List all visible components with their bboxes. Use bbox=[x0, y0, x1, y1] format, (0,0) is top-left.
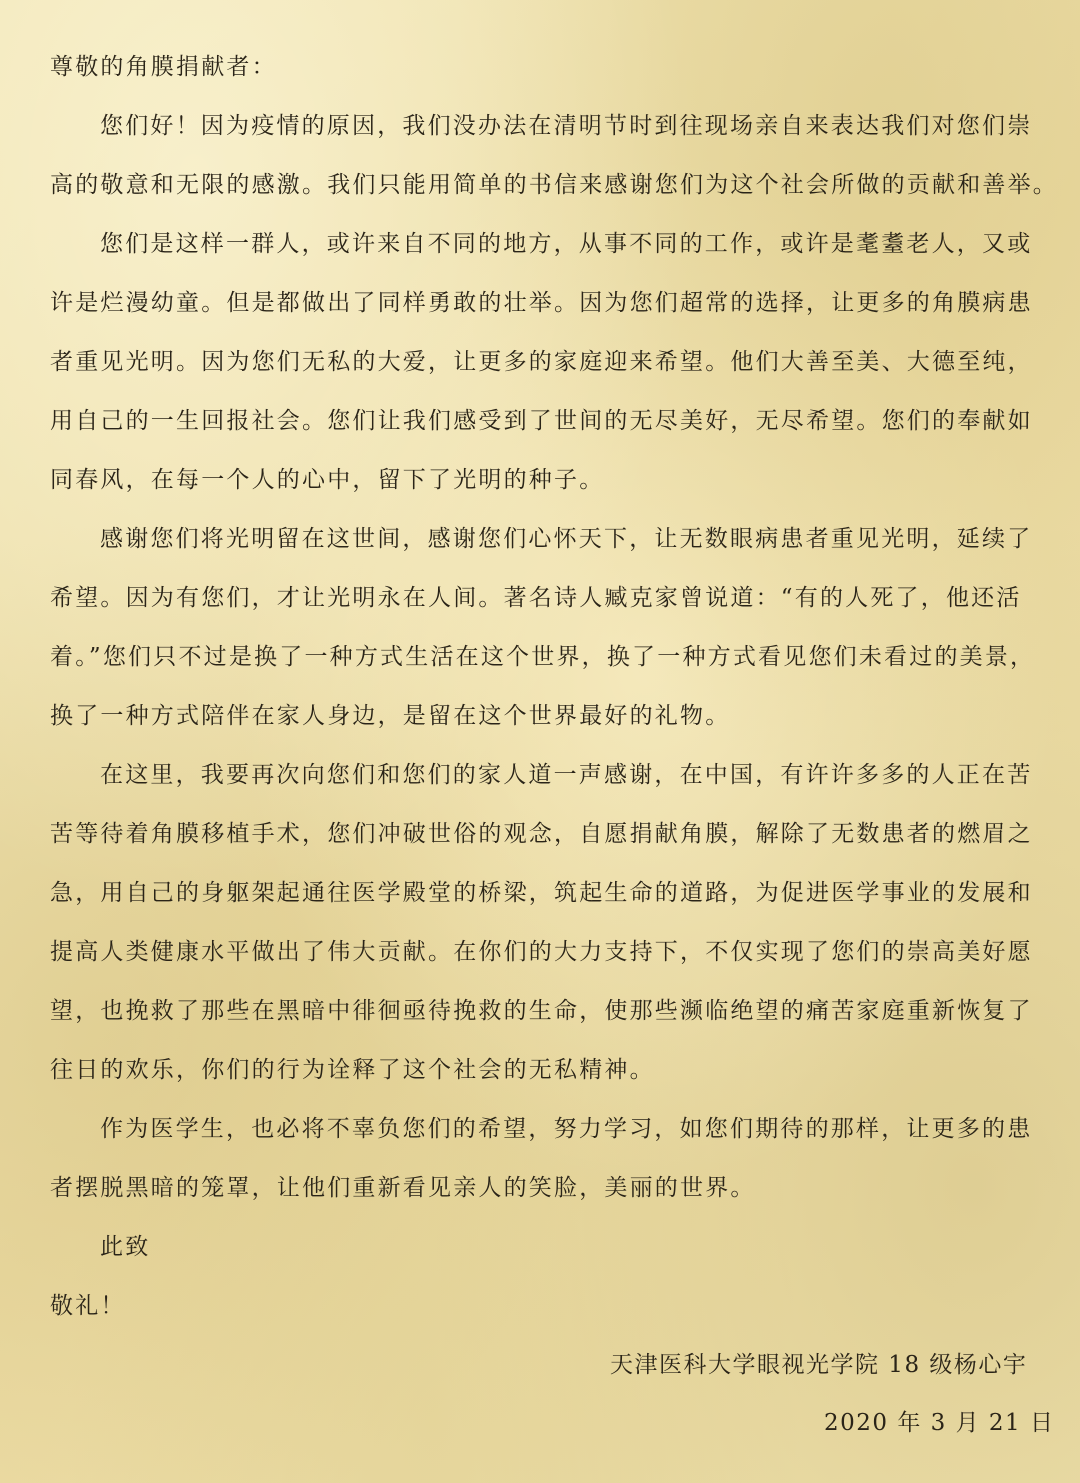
paragraph-line: 您们是这样一群人，或许来自不同的地方，从事不同的工作，或许是耄耋老人，又或 bbox=[100, 231, 1033, 257]
paragraph-line: 者重见光明。因为您们无私的大爱，让更多的家庭迎来希望。他们大善至美、大德至纯， bbox=[50, 349, 1033, 375]
paragraph-line: 急，用自己的身躯架起通往医学殿堂的桥梁，筑起生命的道路，为促进医学事业的发展和 bbox=[50, 880, 1033, 906]
closing-salutation: 此致 bbox=[100, 1234, 151, 1260]
greeting: 尊敬的角膜捐献者： bbox=[50, 54, 277, 80]
paragraph-line: 同春风，在每一个人的心中，留下了光明的种子。 bbox=[50, 467, 605, 493]
paragraph-line: 往日的欢乐，你们的行为诠释了这个社会的无私精神。 bbox=[50, 1057, 655, 1083]
closing-respect: 敬礼！ bbox=[50, 1293, 126, 1319]
paragraph-line: 者摆脱黑暗的笼罩，让他们重新看见亲人的笑脸，美丽的世界。 bbox=[50, 1175, 756, 1201]
paragraph-line: 在这里，我要再次向您们和您们的家人道一声感谢，在中国，有许许多多的人正在苦 bbox=[100, 762, 1033, 788]
paragraph-line: 高的敬意和无限的感激。我们只能用简单的书信来感谢您们为这个社会所做的贡献和善举。 bbox=[50, 172, 1058, 198]
paragraph-line: 用自己的一生回报社会。您们让我们感受到了世间的无尽美好，无尽希望。您们的奉献如 bbox=[50, 408, 1033, 434]
letter-date: 2020 年 3 月 21 日 bbox=[824, 1410, 1055, 1436]
paragraph-line: 着。”您们只不过是换了一种方式生活在这个世界，换了一种方式看见您们未看过的美景， bbox=[50, 644, 1036, 670]
paragraph-line: 感谢您们将光明留在这世间，感谢您们心怀天下，让无数眼病患者重见光明，延续了 bbox=[100, 526, 1033, 552]
paragraph-line: 希望。因为有您们，才让光明永在人间。著名诗人臧克家曾说道：“有的人死了，他还活 bbox=[50, 585, 1022, 611]
paragraph-line: 苦等待着角膜移植手术，您们冲破世俗的观念，自愿捐献角膜，解除了无数患者的燃眉之 bbox=[50, 821, 1033, 847]
paragraph-line: 许是烂漫幼童。但是都做出了同样勇敢的壮举。因为您们超常的选择，让更多的角膜病患 bbox=[50, 290, 1033, 316]
paragraph-line: 您们好！因为疫情的原因，我们没办法在清明节时到往现场亲自来表达我们对您们崇 bbox=[100, 113, 1033, 139]
paragraph-line: 换了一种方式陪伴在家人身边，是留在这个世界最好的礼物。 bbox=[50, 703, 731, 729]
paragraph-line: 提高人类健康水平做出了伟大贡献。在你们的大力支持下，不仅实现了您们的崇高美好愿 bbox=[50, 939, 1033, 965]
signature: 天津医科大学眼视光学院 18 级杨心宇 bbox=[610, 1352, 1028, 1378]
paragraph-line: 作为医学生，也必将不辜负您们的希望，努力学习，如您们期待的那样，让更多的患 bbox=[100, 1116, 1033, 1142]
paragraph-line: 望，也挽救了那些在黑暗中徘徊亟待挽救的生命，使那些濒临绝望的痛苦家庭重新恢复了 bbox=[50, 998, 1033, 1024]
